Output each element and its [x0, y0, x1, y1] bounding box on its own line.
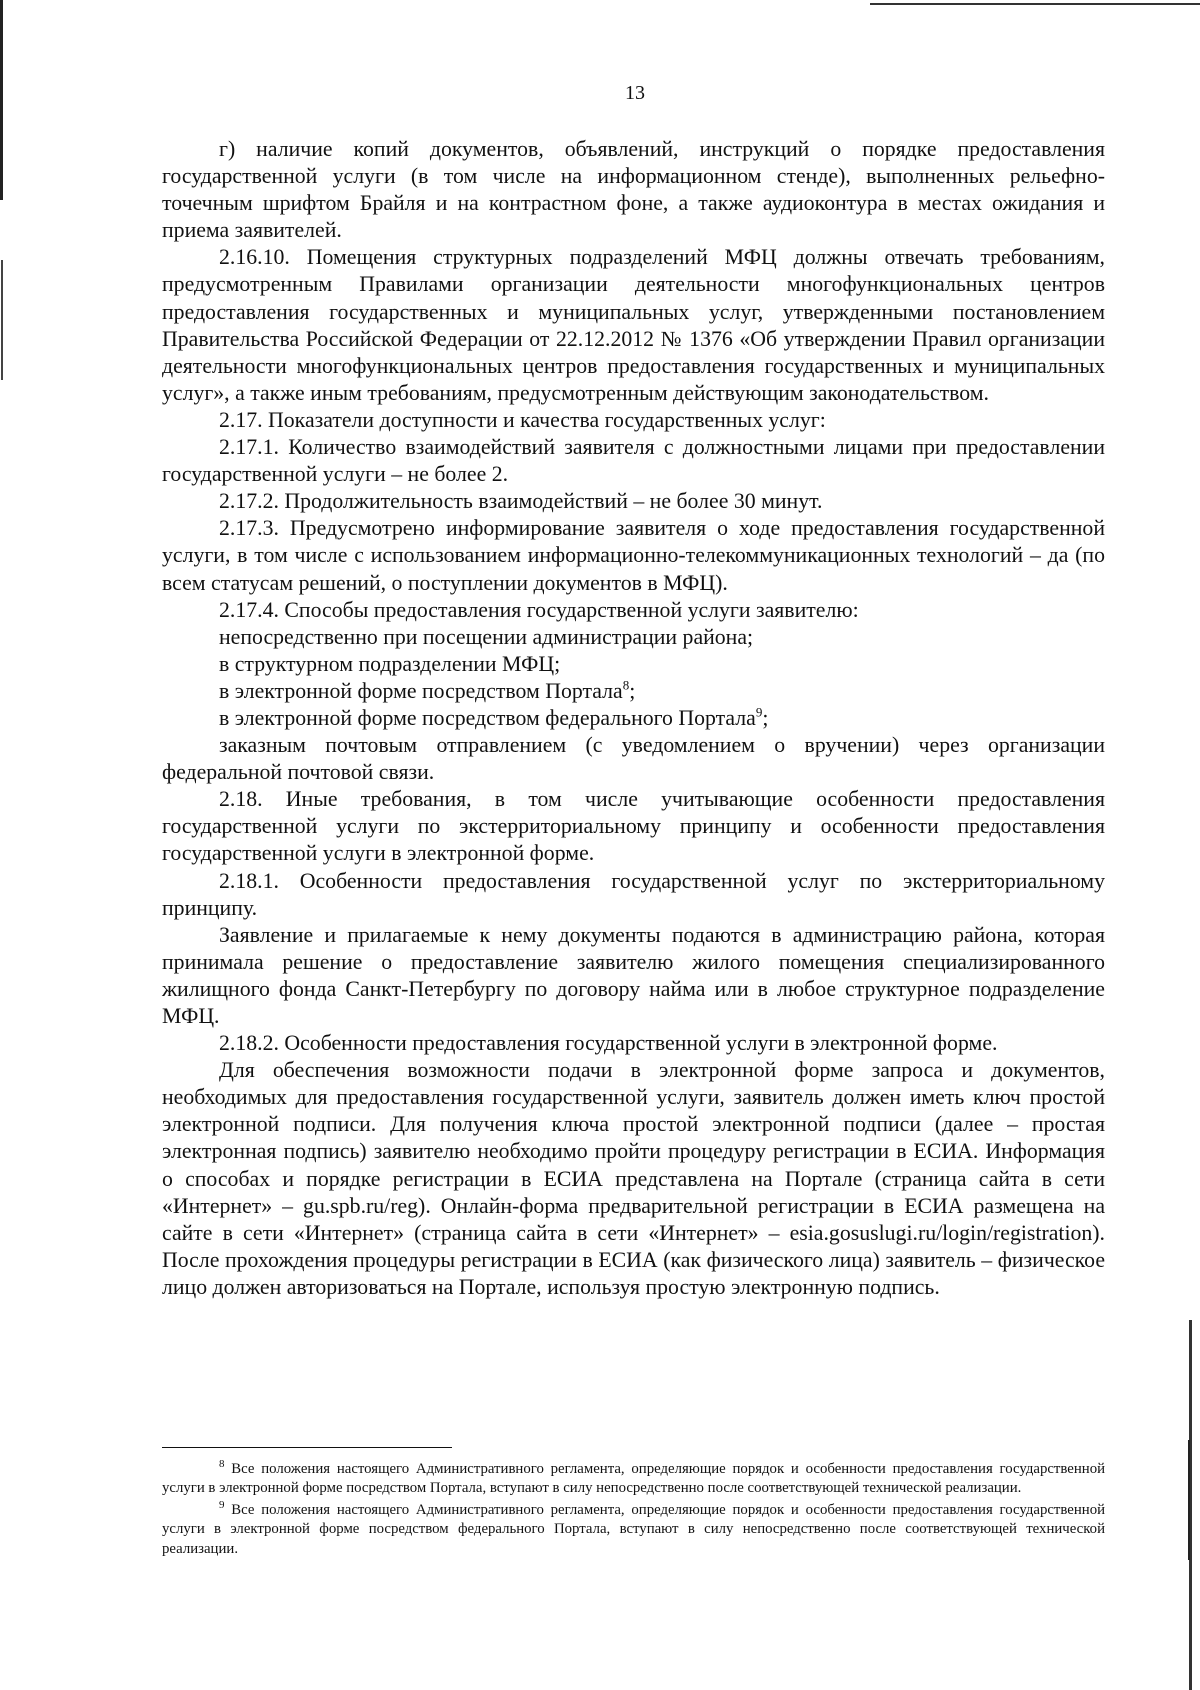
scan-edge-right-inner: [1188, 1440, 1190, 1560]
paragraph: 2.16.10. Помещения структурных подразделений МФЦ должны отвечать требованиям, предусмотренным Правилами организации деятельности многофункциональных центров предоставления государственных и муниципальных услуг, утвержденными постановлением Правительства Российской Федерации от 22.12.2012 № 1376 «Об утверждении Правил организации деятельности многофункциональных центров предоставления государственных и муниципальных услуг», а также иным требованиям, предусмотренным действующим законодательством.: [162, 245, 1105, 405]
paragraph: 2.17.4. Способы предоставления государственной услуги заявителю:: [219, 597, 859, 622]
list-item: [162, 678, 1105, 705]
paragraph: 2.18. Иные требования, в том числе учитывающие особенности предоставления государственной услуги по экстерриториальному принципу и особенности предоставления государственной услуги в электронной форме.: [162, 787, 1105, 866]
list-item-text: в электронной форме посредством федерального Портала: [219, 705, 756, 730]
list-item-text: в электронной форме посредством Портала: [219, 678, 623, 703]
list-item: непосредственно при посещении администрации района;: [219, 624, 754, 649]
paragraph: 2.18.1. Особенности предоставления государственной услуг по экстерриториальному принципу.: [162, 868, 1105, 920]
paragraph: Для обеспечения возможности подачи в электронной форме запроса и документов, необходимых для предоставления государственной услуги, заявитель должен иметь ключ простой электронной подписи. Для получения ключа простой электронной подписи (далее – простая электронная подпись) заявителю необходимо пройти процедуру регистрации в ЕСИА. Информация о способах и порядке регистрации в ЕСИА представлена на Портале (страница сайта в сети «Интернет» – gu.spb.ru/reg). Онлайн-форма предварительной регистрации в ЕСИА размещена на сайте в сети «Интернет» (страница сайта в сети «Интернет» – esia.gosuslugi.ru/login/registration). После прохождения процедуры регистрации в ЕСИА (как физического лица) заявитель – физическое лицо должен авторизоваться на Портале, используя простую электронную подпись.: [162, 1058, 1105, 1299]
paragraph: 2.17. Показатели доступности и качества государственных услуг:: [219, 407, 826, 432]
footnote-separator: [162, 1447, 452, 1448]
scan-edge-top: [870, 3, 1200, 5]
paragraph: г) наличие копий документов, объявлений, инструкций о порядке предоставления государственной услуги (в том числе на информационном стенде), выполненных рельефно-точечным шрифтом Брайля и на контрастном фоне, а также аудиоконтура в местах ожидания и приема заявителей.: [162, 137, 1105, 243]
footnote: [162, 1498, 1106, 1559]
paragraph: 2.17.2. Продолжительность взаимодействий – не более 30 минут.: [219, 489, 823, 514]
footnote-mark: 9: [219, 1498, 225, 1511]
document-body: [162, 136, 1105, 1301]
list-item: заказным почтовым отправлением (с уведомлением о вручении) через организации федеральной почтовой связи.: [162, 733, 1105, 785]
footnote-ref[interactable]: 8: [622, 677, 630, 693]
paragraph: 2.17.1. Количество взаимодействий заявителя с должностными лицами при предоставлении государственной услуги – не более 2.: [162, 435, 1105, 487]
list-item: [162, 705, 1105, 732]
list-item-tail: ;: [629, 678, 636, 703]
page-number: 13: [625, 82, 645, 104]
list-item-tail: ;: [762, 705, 769, 730]
footnote-text: Все положения настоящего Административного регламента, определяющие порядок и особенности предоставления государственной услуги в электронной форме посредством федерального Портала, вступают в силу непосредственно после соответствующей технической реализации.: [162, 1501, 1106, 1557]
footnotes: [162, 1460, 1105, 1561]
footnote-mark: 8: [219, 1458, 225, 1471]
list-item: в структурном подразделении МФЦ;: [219, 651, 561, 676]
footnote-text: Все положения настоящего Административного регламента, определяющие порядок и особенности предоставления государственной услуги в электронной форме посредством Портала, вступают в силу непосредственно после соответствующей технической реализации.: [162, 1461, 1106, 1497]
footnote-ref[interactable]: 9: [755, 704, 763, 720]
footnote: [162, 1460, 1105, 1499]
paragraph: 2.18.2. Особенности предоставления государственной услуги в электронной форме.: [219, 1031, 998, 1056]
paragraph: 2.17.3. Предусмотрено информирование заявителя о ходе предоставления государственной услуги, в том числе с использованием информационно-телекоммуникационных технологий – да (по всем статусам решений, о поступлении документов в МФЦ).: [162, 516, 1105, 595]
paragraph: Заявление и прилагаемые к нему документы подаются в администрацию района, которая принимала решение о предоставление заявителю жилого помещения специализированного жилищного фонда Санкт-Петербургу по договору найма или в любое структурное подразделение МФЦ.: [162, 922, 1105, 1028]
scan-edge-left-lower: [1, 260, 3, 380]
